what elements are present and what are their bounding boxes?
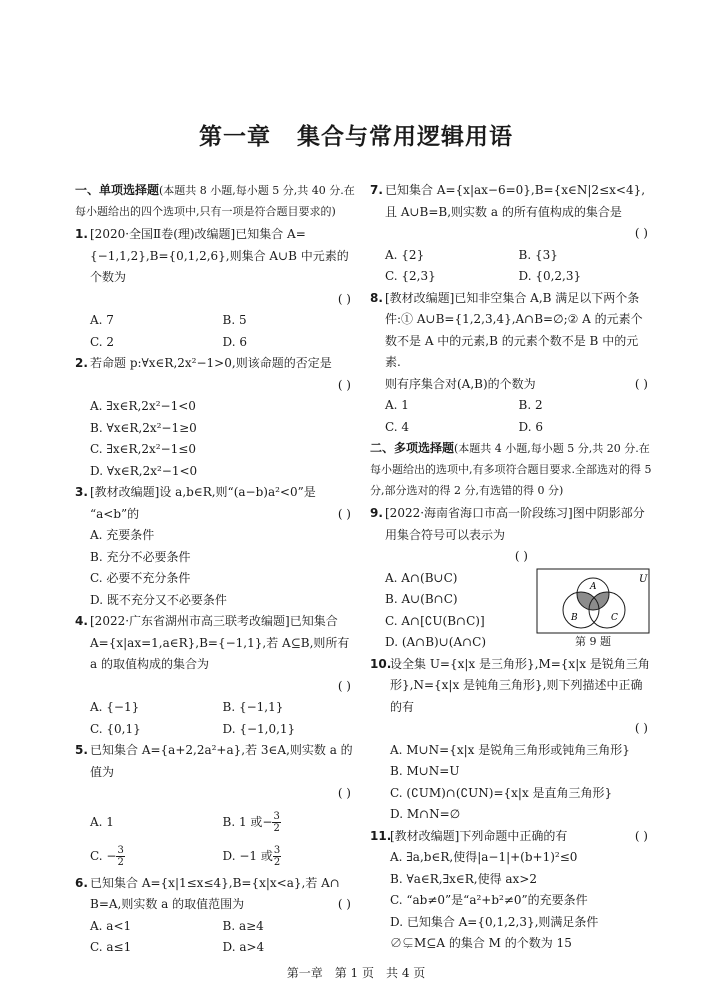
option-b: B. {−1,1} [222,700,284,714]
figure-caption: 第 9 题 [575,635,611,648]
section-heading: 一、单项选择题 [75,183,160,197]
answer-bracket: ( ) [634,828,648,843]
fraction-denominator: 2 [273,822,280,834]
answer-bracket: ( ) [337,897,351,911]
option-d: D. 已知集合 A={0,1,2,3},则满足条件∅⊊M⊆A 的集合 M 的个数为 15 [390,914,599,950]
option-b: B. a≥4 [222,918,264,933]
question-7 [370,180,652,288]
option-d: D. ∀x∈R,2x²−1<0 [90,463,198,478]
stem-line: “a<b”的 [90,506,140,521]
chapter-name: 集合与常用逻辑用语 [297,124,513,150]
question-number: 10. [370,656,392,671]
option-b: B. ∀x∈R,2x²−1≥0 [90,420,197,435]
option-c: C. 4 [385,419,410,434]
question-stem: [教材改编题]已知非空集合 A,B 满足以下两个条件:① A∪B={1,2,3,4},A∩B=∅;② A 的元素个数不是 A 中的元素,B 的元素个数不是 B 中的元素. [385,290,643,369]
option-d: D. a>4 [222,940,265,954]
option-c: C. 必要不充分条件 [90,571,191,585]
question-stem: 已知集合 A={a+2,2a²+a},若 3∈A,则实数 a 的值为 [90,743,353,779]
answer-bracket: ( ) [634,226,648,240]
options [90,937,355,959]
label-b: B [571,613,578,623]
page-title [0,118,712,151]
question-5 [75,740,355,873]
footer-chapter: 第一章 [286,966,323,980]
option-d: D. 6 [222,334,247,349]
footer-total: 共 4 页 [386,966,426,980]
answer-bracket: ( ) [337,506,351,521]
option-a: A. A∩(B∪C) [385,570,458,585]
option-c: C. (∁UM)∩(∁UN)={x|x 是直角三角形} [390,785,613,800]
option-a: A. 1 [385,398,409,412]
label-c: C [611,613,618,623]
options [90,719,355,741]
options [90,839,355,873]
fraction [272,811,280,834]
question-stem: 已知集合 A={x|ax−6=0},B={x∈N|2≤x<4},且 A∪B=B,则实数 a 的所有值构成的集合是 [385,183,646,219]
question-9-body [385,546,652,654]
answer-bracket-row [385,546,652,568]
answer-bracket: ( ) [337,786,351,800]
question-10 [370,654,652,826]
option-b: B. A∪(B∩C) [385,592,458,606]
question-number: 3. [75,485,88,499]
venn-figure [536,568,650,650]
question-number: 5. [75,743,88,757]
question-stem-line [385,826,652,848]
option-a: A. a<1 [90,918,132,933]
option-a: A. {−1} [90,700,140,714]
left-column [75,180,355,959]
answer-bracket: ( ) [337,377,351,392]
fraction-numerator: 3 [273,844,281,856]
fraction [273,845,281,868]
options [90,332,355,354]
question-stem: 设全集 U={x|x 是三角形},M={x|x 是锐角三角形},N={x|x 是钝角三角形},则下列描述中正确的有 [390,656,650,714]
question-number: 1. [75,227,88,241]
question-number: 6. [75,875,88,890]
question-11 [370,826,652,955]
options [385,395,652,417]
question-stem-end [385,374,652,396]
fraction-numerator: 3 [117,844,124,856]
stem-line: 则有序集合对(A,B)的个数为 [385,376,536,391]
answer-bracket: ( ) [337,291,351,306]
option-b: B. 2 [518,398,543,412]
option-a: A. M∪N={x|x 是锐角三角形或钝角三角形} [390,742,630,757]
options [90,805,355,839]
section-note: (本题共 8 小题,每小题 5 分,共 40 分.在每小题给出的四个选项中,只有一项是符合题目要求的) [75,184,355,218]
question-stem-end [90,504,355,526]
footer-page: 第 1 页 [334,966,374,980]
stem-line: B=A,则实数 a 的取值范围为 [90,897,245,911]
question-stem: [教材改编题]下列命题中正确的有 [390,828,568,843]
question-stem: [教材改编题]设 a,b∈R,则“(a−b)a²<0”是 [90,485,316,499]
question-stem: [2022·广东省湖州市高三联考改编题]已知集合 A={x|ax=1,a∈R},B={−1,1},若 A⊆B,则所有 a 的取值构成的集合为 [90,614,350,671]
question-number: 4. [75,614,88,628]
option-d: D. M∩N=∅ [390,807,461,821]
option-c: C. a≤1 [90,940,132,954]
question-number: 7. [370,183,383,197]
question-stem-end [90,894,355,916]
option-d: D. 6 [518,419,543,434]
option-c: C. “ab≠0”是“a²+b²≠0”的充要条件 [390,893,588,907]
question-4 [75,611,355,740]
question-8 [370,288,652,439]
option-b: B. ∀a∈R,∃x∈R,使得 ax>2 [390,871,538,886]
option-c: C. A∩[∁U(B∩C)] [385,613,485,628]
option-b [223,805,356,839]
answer-bracket: ( ) [337,678,351,693]
section-heading: 二、多项选择题 [370,441,455,455]
options [90,697,355,719]
question-stem: 已知集合 A={x|1≤x≤4},B={x|x<a},若 A∩ [90,875,340,890]
question-9 [370,503,652,654]
fraction [116,845,124,868]
fraction-denominator: 2 [273,856,281,868]
option-d [223,839,356,873]
option-a: A. 充要条件 [90,528,155,542]
question-stem: [2020·全国Ⅱ卷(理)改编题]已知集合 A={−1,1,2},B={0,1,2,6},则集合 A∪B 中元素的个数为 [90,227,349,284]
option-b: B. 5 [222,313,247,327]
option-c: C. ∃x∈R,2x²−1≤0 [90,442,196,456]
option-b: B. 充分不必要条件 [90,549,191,564]
option-a: A. ∃a,b∈R,使得|a−1|+(b+1)²≤0 [390,850,578,864]
options [385,245,652,267]
question-number: 2. [75,356,88,370]
label-a: A [590,582,597,592]
option-b: B. M∪N=U [390,764,460,778]
option-b: B. {3} [518,247,558,262]
answer-bracket: ( ) [514,549,528,563]
options [90,916,355,938]
options [90,310,355,332]
right-column [370,180,652,955]
answer-bracket: ( ) [634,376,648,391]
question-stem: 若命题 p:∀x∈R,2x²−1>0,则该命题的否定是 [90,356,332,370]
option-c: C. {2,3} [385,269,436,283]
answer-bracket: ( ) [634,721,648,735]
question-stem: [2022·海南省海口市高一阶段练习]图中阴影部分用集合符号可以表示为 [385,506,645,542]
option-d: D. {−1,0,1} [222,721,296,736]
option-c [90,839,223,873]
section-single-choice [75,180,355,222]
options [385,266,652,288]
page-footer [0,964,712,981]
option-a: A. {2} [385,247,425,262]
option-c: C. {0,1} [90,721,141,736]
section-note: (本题共 4 小题,每小题 5 分,共 20 分.在每小题给出的选项中,有多项符合题目要求.全部选对的得 5 分,部分选对的得 2 分,有选错的得 0 分) [370,442,652,497]
chapter-number: 第一章 [199,124,271,150]
question-2 [75,353,355,482]
fraction-denominator: 2 [117,856,124,868]
question-1 [75,224,355,353]
question-3 [75,482,355,611]
option-text: B. 1 或− [222,814,273,829]
label-u: U [639,574,648,585]
options [385,417,652,439]
question-number: 9. [370,506,383,520]
section-multi-choice [370,438,652,501]
question-number: 11. [370,828,392,843]
option-a: A. ∃x∈R,2x²−1<0 [90,399,196,413]
option-d: D. 既不充分又不必要条件 [90,592,227,607]
venn-diagram [536,568,650,634]
option-a: A. 1 [90,814,114,829]
option-c: C. 2 [90,334,115,349]
option-d: D. {0,2,3} [518,269,582,283]
option-text: D. −1 或 [222,848,273,863]
option-d: D. (A∩B)∪(A∩C) [385,635,487,649]
question-number: 8. [370,290,383,305]
option-a: A. 7 [90,313,114,327]
fraction-numerator: 3 [273,810,280,822]
option-text: C. − [90,848,117,863]
question-6 [75,873,355,959]
